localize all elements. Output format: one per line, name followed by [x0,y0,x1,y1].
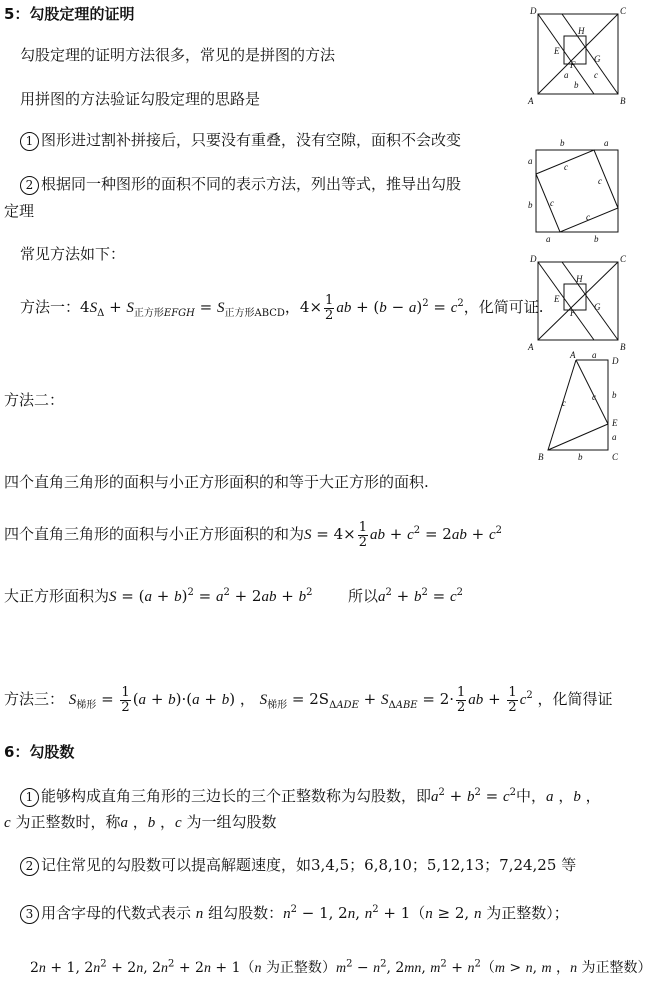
method-2-formula-3: $a^2 + b^2 = c^2$ [378,587,464,605]
circled-number-2: 2 [20,176,39,195]
circled-number-1: 1 [20,132,39,151]
method-2-line-2-text: 四个直角三角形的面积与小正方形面积的和为 [4,525,305,543]
label-a-left: a [528,156,533,166]
label-b-left: b [528,200,533,210]
label-c-2: c [592,392,596,402]
label-g: G [594,302,601,312]
positive-int-2: 为正整数 [265,960,322,976]
label-a-top: a [592,350,597,360]
method-2-line-1: 四个直角三角形的面积与小正方形面积的和等于大正方形的面积. [4,473,429,491]
s6-item-2: 2 记住常见的勾股数可以提高解题速度，如3,4,5；6,8,10；5,12,13；7,24,25 等 [20,855,576,876]
method-2-line-2 [4,520,502,550]
s6-item-1: 1 能够构成直角三角形的三边长的三个正整数称为勾股数，即$a^2 + b^2 = c^2$中，a ，b ， [20,786,601,807]
label-b-vertex: B [620,342,626,352]
item-1-text: 图形进过割补拼接后，只要没有重叠，没有空隙，面积不会改变 [41,131,462,149]
circled-number-1: 1 [20,788,39,807]
label-c-vertex: C [612,452,619,462]
label-a-top: a [604,138,609,148]
label-b-bottom: b [578,452,583,462]
label-e-vertex: E [612,418,618,428]
label-b-right: b [612,390,617,400]
s6-item-1-end: 为一组勾股数 [186,813,277,831]
method-2-line-3-text: 大正方形面积为 [4,587,110,605]
label-c-1: c [564,162,568,172]
s6-item-3-mid: 组勾股数： [208,904,284,922]
intro-text-2: 用拼图的方法验证勾股定理的思路是 [20,90,261,108]
label-a-vertex: A [528,342,534,352]
method-2-line-3 [4,586,312,607]
figure-square-abcd-2 [524,252,628,352]
method-1-formula-a: $4S_\Delta + S_{正方形EFGH} = S_{正方形ABCD}$ [80,298,285,319]
method-3-formula-b: $S_{梯形} = 2S_{\Delta ADE} + S_{\Delta ABE} = 2\cdot$ $\frac{1}{2}$ ab + $\frac{1}{2}$ $c^2$ [259,684,533,715]
label-c-side: c [594,70,598,80]
figure-square-abcd [524,6,628,106]
method-1-formula-b: 4× $\frac{1}{2}$ ab + $(b - a)^2 = c^2$ [299,292,464,323]
label-d: D [530,254,537,264]
label-b-vertex: B [620,96,626,106]
method-2-formula-2: $S = (a + b)^2 = a^2 + 2ab + b^2$ [109,587,313,605]
s6-item-3-text: 用含字母的代数式表示 [41,904,192,922]
s6-item-1-cont-text: 为正整数时，称 [15,813,121,831]
circled-number-3: 3 [20,905,39,924]
method-3-label: 方法三： [4,690,65,708]
label-d: D [530,6,537,16]
common-methods: 常见方法如下： [20,245,126,263]
s6-item-3: 3 用含字母的代数式表示 n 组勾股数：$n^2 - 1$, 2n, $n^2 + 1(n \ge 2$, n 为正整数）； [20,903,569,924]
label-a-vertex: A [528,96,534,106]
section6-title: 6：勾股数 [4,743,75,761]
method-1-label: 方法一： [20,298,81,316]
label-c-2: c [598,176,602,186]
label-f: F [570,308,576,318]
figure-trapezoid [536,350,628,465]
item-2-text: 根据同一种图形的面积不同的表示方法，列出等式，推导出勾股 [41,175,462,193]
s6-item-1-mid: 中， [516,787,547,805]
label-b: b [574,80,579,90]
section5-title: 5：勾股定理的证明 [4,5,135,23]
s6-item-2-end: 等 [561,856,577,874]
label-g: G [594,54,601,64]
s6-item-2-text: 记住常见的勾股数可以提高解题速度，如 [41,856,312,874]
label-a-vertex: A [570,350,576,360]
label-e: E [554,46,560,56]
method-2-conclusion-text: 所以 [348,587,379,605]
intro-text-1: 勾股定理的证明方法很多，常见的是拼图的方法 [20,46,336,64]
label-c-1: c [562,398,566,408]
s6-item-1-cont: c 为正整数时，称a ，b ，c 为一组勾股数 [4,813,277,831]
circled-number-2: 2 [20,857,39,876]
label-c-4: c [586,212,590,222]
label-c: C [620,6,627,16]
label-a: a [564,70,569,80]
label-e: E [554,294,560,304]
method-3-tail: ，化简得证 [537,690,613,708]
method-2-formula-1: S = 4× $\frac{1}{2}$ ab + $c^2 = 2ab + c^2$ [304,519,502,550]
method-3-line: 方法三： $S_{梯形}$ = $\frac{1}{2}$ (a + b)·(a + b) ， $S_{梯形} = 2S_{\Delta ADE} + S_{\Delta ABE} = 2\cdot$ $\frac{1}{2}$ ab + $\frac{1}{2}$ $c^2$ ，化简得证 [4,684,613,715]
label-h: H [576,274,583,284]
label-f: F [570,60,576,70]
s6-item-3-cont: 2n + 1, $2n^2 + 2n$, $2n^2 + 2n + 1(n$ 为正整数）$m^2 - n^2$, 2mn, $m^2 + n^2(m > n$, m ，n 为正整数） [30,958,652,976]
label-c-3: c [550,198,554,208]
method-1-line: 方法一：$4S_\Delta + S_{正方形EFGH} = S_{正方形ABCD}$，4× $\frac{1}{2}$ ab + $(b - a)^2 = c^2$，化简可证. [20,292,544,323]
positive-int-1: 为正整数 [486,904,547,922]
label-b-bottom: b [594,234,599,244]
figure-tilted-square [524,136,628,246]
label-b-vertex: B [538,452,544,462]
positive-int-3: 为正整数 [581,960,638,976]
label-a-right: a [612,432,617,442]
method-3-formula-a: $S_{梯形}$ = $\frac{1}{2}$ (a + b)·(a + b) [68,684,236,715]
method-1-tail: ，化简可证. [463,298,544,316]
label-d-vertex: D [612,356,619,366]
item-1 [20,130,461,151]
item-2-continued: 定理 [4,202,35,220]
method-2-conclusion [348,586,463,607]
item-2 [20,174,461,195]
s6-item-1-text: 能够构成直角三角形的三边长的三个正整数称为勾股数，即 [41,787,432,805]
label-a-bottom: a [546,234,551,244]
label-h: H [578,26,585,36]
label-b-top: b [560,138,565,148]
method-2-label: 方法二： [4,391,65,409]
label-c: C [620,254,627,264]
